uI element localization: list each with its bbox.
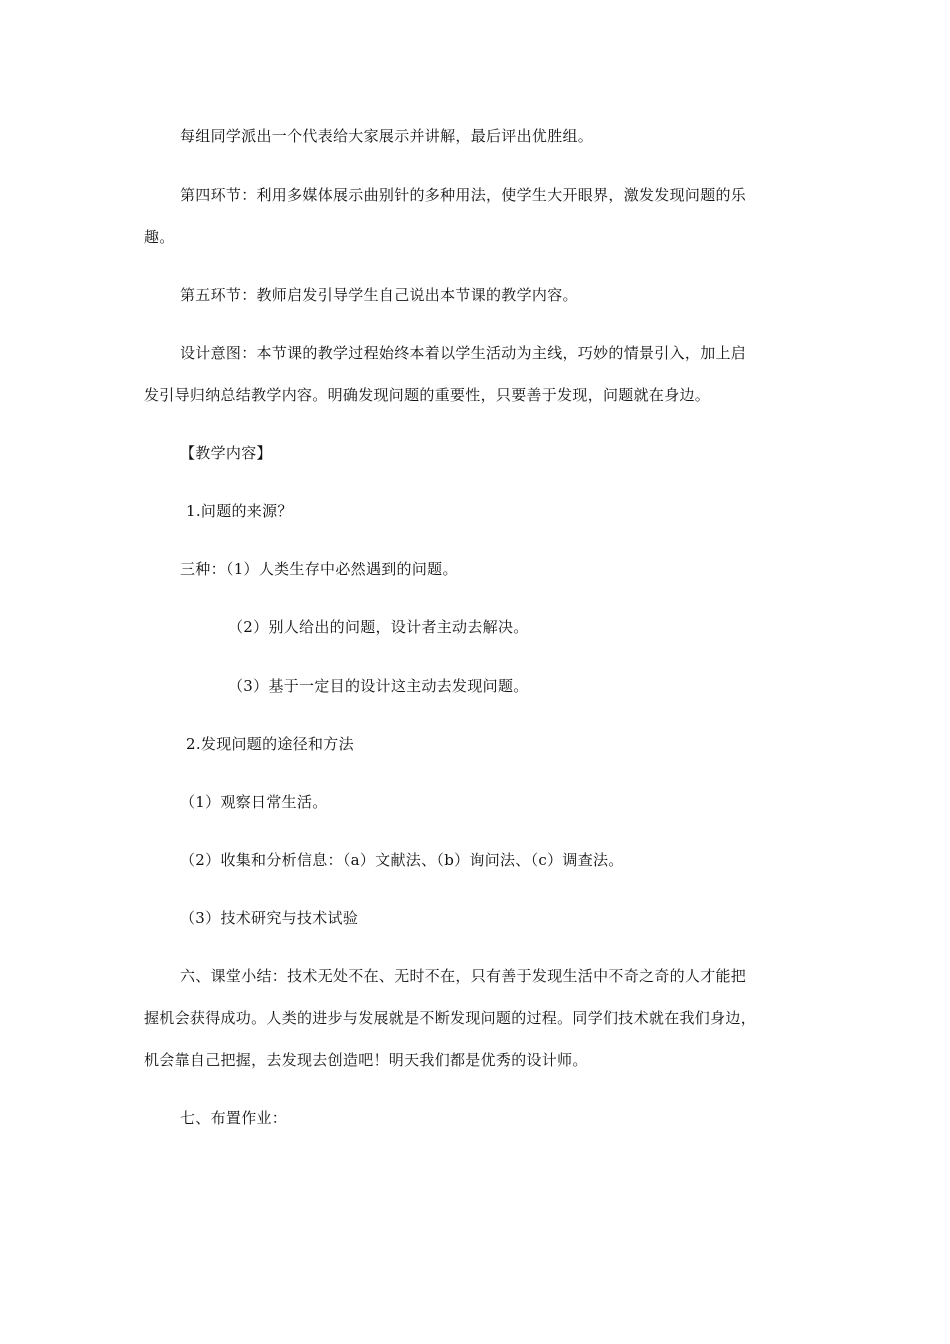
list-item-purpose-based: （3）基于一定目的设计这主动去发现问题。 [228,677,529,695]
section-heading-homework: 七、布置作业： [180,1109,288,1127]
paragraph-step-five: 第五环节：教师启发引导学生自己说出本节课的教学内容。 [180,286,578,304]
paragraph-summary-line2: 握机会获得成功。人类的进步与发展就是不断发现问题的过程。同学们技术就在我们身边， [144,1009,757,1027]
list-item-others-given: （2）别人给出的问题，设计者主动去解决。 [228,618,529,636]
paragraph-step-four-line2: 趣。 [144,228,175,246]
list-item-collect-info: （2）收集和分析信息：（a）文献法、（b）询问法、（c）调查法。 [180,851,624,869]
paragraph-step-four-line1: 第四环节：利用多媒体展示曲别针的多种用法，使学生大开眼界，激发发现问题的乐 [180,186,747,204]
paragraph-summary-line3: 机会靠自己把握，去发现去创造吧！明天我们都是优秀的设计师。 [144,1051,588,1069]
section-heading-teaching-content: 【教学内容】 [180,444,272,462]
paragraph-design-intent-line2: 发引导归纳总结教学内容。明确发现问题的重要性，只要善于发现，问题就在身边。 [144,386,711,404]
paragraph-group-presentation: 每组同学派出一个代表给大家展示并讲解，最后评出优胜组。 [180,127,594,145]
list-item-tech-research: （3）技术研究与技术试验 [180,909,359,927]
paragraph-design-intent-line1: 设计意图：本节课的教学过程始终本着以学生活动为主线，巧妙的情景引入，加上启 [180,344,747,362]
list-item-problem-source: 1.问题的来源？ [186,502,293,520]
list-item-observe-life: （1）观察日常生活。 [180,793,328,811]
list-item-three-kinds: 三种：（1）人类生存中必然遇到的问题。 [180,560,458,578]
paragraph-summary-line1: 六、课堂小结：技术无处不在、无时不在，只有善于发现生活中不奇之奇的人才能把 [180,967,747,985]
list-item-discovery-methods: 2.发现问题的途径和方法 [186,735,354,753]
